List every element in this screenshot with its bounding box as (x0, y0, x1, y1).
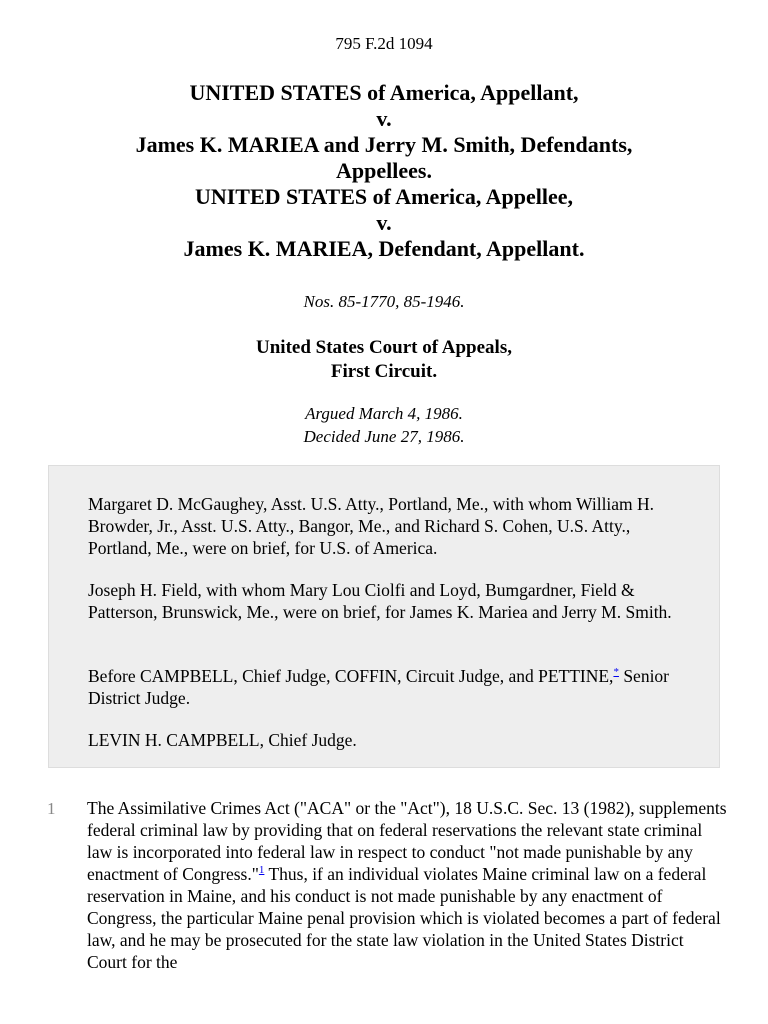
footnote-link[interactable]: * (613, 666, 619, 679)
docket-numbers: Nos. 85-1770, 85-1946. (303, 292, 465, 311)
counsel-panel (48, 465, 720, 768)
caption-line: UNITED STATES of America, Appellant, (189, 80, 579, 105)
case-dates (0, 402, 768, 448)
court-circuit-line: First Circuit. (330, 361, 438, 382)
court-name (0, 336, 768, 384)
caption-versus: v. (376, 106, 392, 131)
caption-line: James K. MARIEA, Defendant, Appellant. (183, 236, 585, 261)
argued-date: Argued March 4, 1986. (305, 404, 463, 423)
bench-text-end: Senior District Judge. (88, 666, 670, 708)
case-citation: 795 F.2d 1094 (335, 34, 433, 53)
bench-listing (88, 665, 688, 709)
decided-date: Decided June 27, 1986. (303, 427, 465, 446)
opinion-text-continued: Thus, if an individual violates Maine criminal law on a federal reservation in Maine, and his conduct is not made punishable by any enactment of Congress, the particular Maine penal provision which is violated becomes a part of federal law, and he may be prosecuted for the state law violation in the United States District Court for the (87, 864, 721, 972)
appellant-counsel: Margaret D. McGaughey, Asst. U.S. Atty., Portland, Me., with whom William H. Browder, Jr., Asst. U.S. Atty., Bangor, Me., and Richard S. Cohen, U.S. Atty., Portland, Me., were on brief, for U.S. of America. (88, 494, 655, 558)
case-caption (40, 80, 728, 262)
caption-line: Appellees. (336, 158, 432, 183)
footnote-link[interactable]: 1 (258, 864, 265, 877)
caption-line: James K. MARIEA and Jerry M. Smith, Defendants, (135, 132, 633, 157)
appellee-counsel: Joseph H. Field, with whom Mary Lou Ciolfi and Loyd, Bumgardner, Field & Patterson, Brunswick, Me., were on brief, for James K. Mariea and Jerry M. Smith. (88, 580, 672, 622)
caption-versus: v. (376, 210, 392, 235)
opinion-paragraph (87, 797, 727, 973)
opinion-author: LEVIN H. CAMPBELL, Chief Judge. (88, 730, 357, 750)
paragraph-number: 1 (47, 799, 56, 818)
caption-line: UNITED STATES of America, Appellee, (194, 184, 574, 209)
bench-text: Before CAMPBELL, Chief Judge, COFFIN, Circuit Judge, and PETTINE, (88, 666, 614, 686)
opinion-text: The Assimilative Crimes Act ("ACA" or the "Act"), 18 U.S.C. Sec. 13 (1982), supplements federal criminal law by providing that on federal reservations the relevant state criminal law is incorporated into federal law in respect to conduct "not made punishable by any enactment of Congress." (87, 798, 727, 884)
court-name-line: United States Court of Appeals, (256, 337, 512, 358)
